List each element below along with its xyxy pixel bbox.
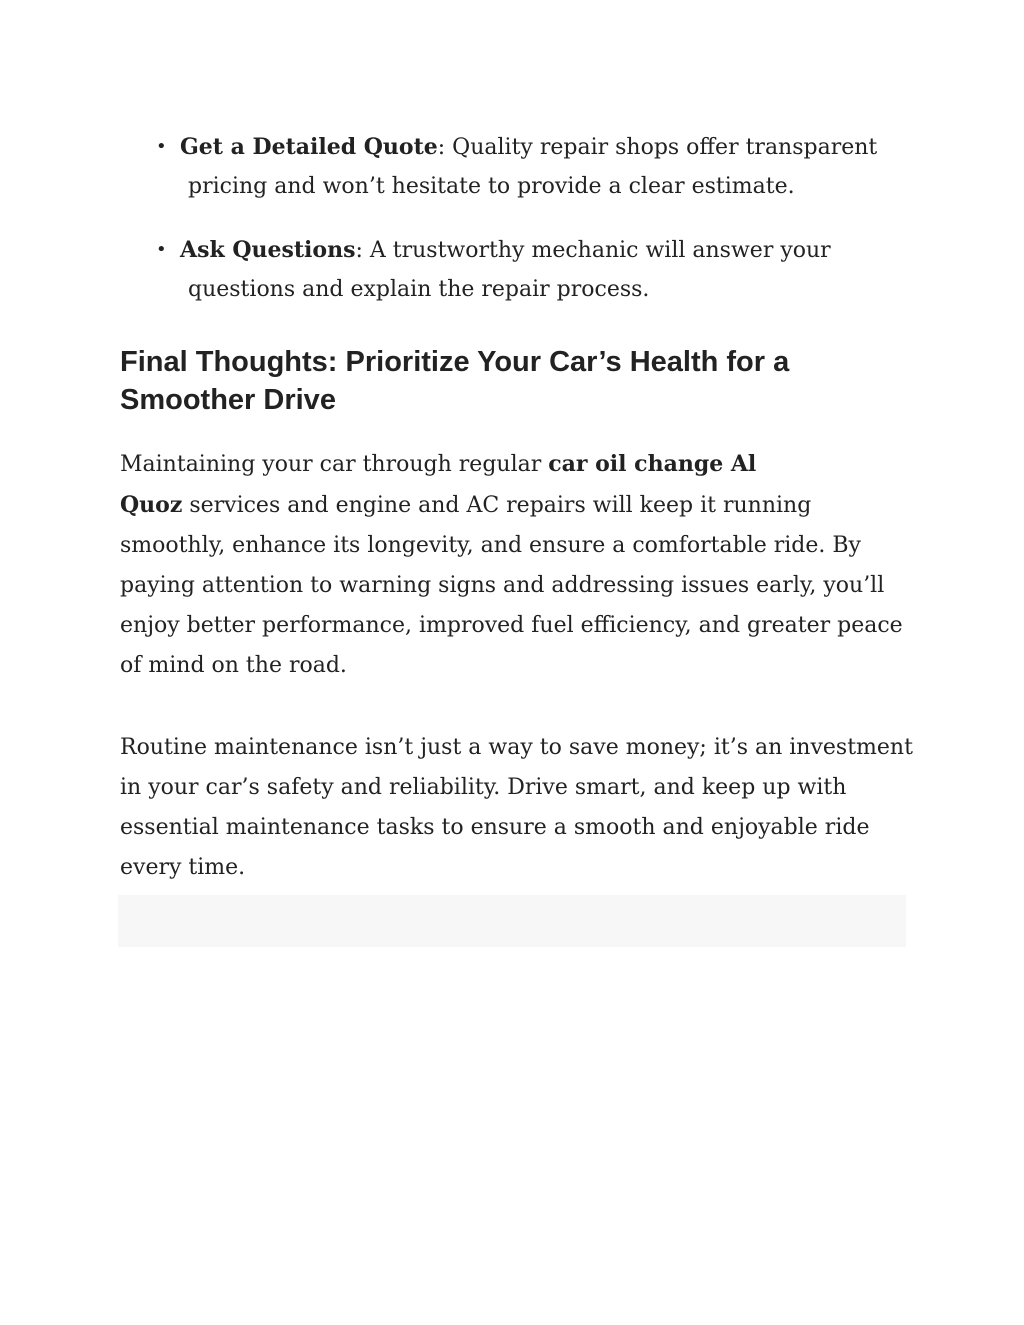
body-paragraph (120, 728, 913, 888)
bullet-icon: • (156, 136, 167, 157)
list-item-term: Ask Questions (180, 237, 356, 263)
list-item-first-line (180, 230, 831, 271)
keyword-link[interactable]: Quoz (120, 492, 183, 518)
paragraph-line: smoothly, enhance its longevity, and ensure a comfortable ride. By (120, 533, 861, 558)
paragraph-text: services and engine and AC repairs will keep it running (182, 493, 812, 518)
section-heading (120, 343, 900, 419)
heading-line: Smoother Drive (120, 384, 336, 416)
keyword-link[interactable]: car oil change Al (548, 451, 757, 477)
list-item-text: : A trustworthy mechanic will answer your (355, 238, 831, 263)
list-item-continuation: questions and explain the repair process. (188, 277, 650, 302)
paragraph-line: essential maintenance tasks to ensure a smooth and enjoyable ride (120, 815, 870, 840)
list-item-continuation: pricing and won’t hesitate to provide a clear estimate. (188, 174, 795, 199)
bullet-icon: • (156, 239, 167, 260)
paragraph-line: Routine maintenance isn’t just a way to save money; it’s an investment (120, 735, 913, 760)
paragraph-line: in your car’s safety and reliability. Drive smart, and keep up with (120, 775, 847, 800)
heading-line: Final Thoughts: Prioritize Your Car’s Health for a (120, 346, 790, 378)
paragraph-line: of mind on the road. (120, 653, 347, 678)
paragraph-text: Maintaining your car through regular (120, 452, 549, 477)
paragraph-line (120, 485, 910, 526)
paragraph-line (120, 444, 910, 485)
empty-content-box (118, 895, 906, 947)
list-item-text: : Quality repair shops offer transparent (437, 135, 878, 160)
list-item-term: Get a Detailed Quote (180, 134, 438, 160)
paragraph-line: every time. (120, 855, 246, 880)
paragraph-line: paying attention to warning signs and addressing issues early, you’ll (120, 573, 885, 598)
paragraph-line: enjoy better performance, improved fuel efficiency, and greater peace (120, 613, 903, 638)
list-item-first-line (180, 127, 877, 168)
body-paragraph (120, 444, 910, 686)
